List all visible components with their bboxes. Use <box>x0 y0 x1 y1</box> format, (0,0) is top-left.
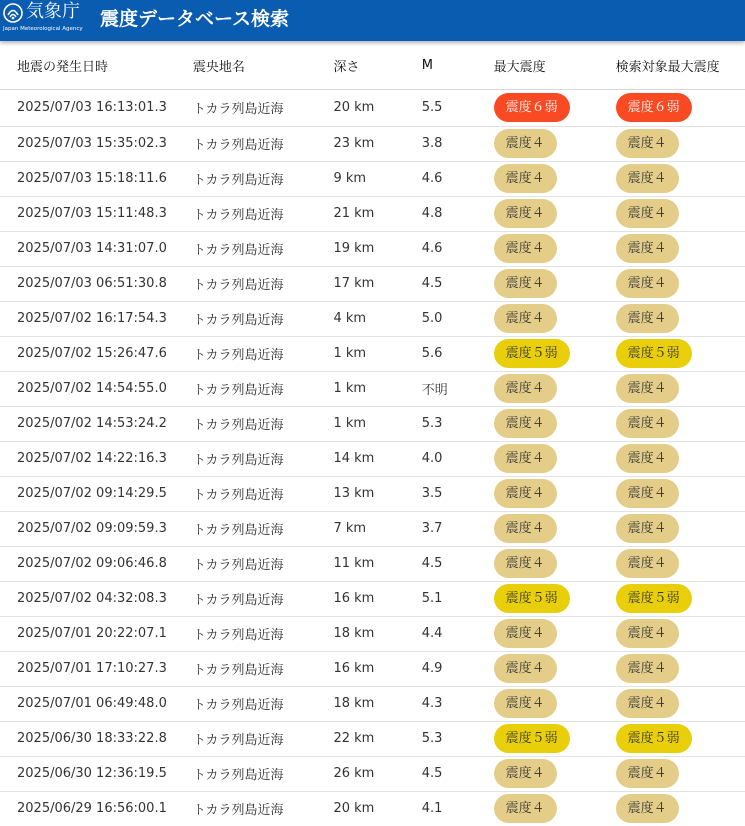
cell-datetime: 2025/06/30 18:33:22.8 <box>17 731 167 746</box>
cell-max-intensity <box>494 581 616 616</box>
intensity-badge: 震度４ <box>494 689 557 718</box>
intensity-badge: 震度５弱 <box>494 584 570 613</box>
cell-depth: 19 km <box>333 241 375 256</box>
cell-epicenter: トカラ列島近海 <box>192 558 284 573</box>
cell-epicenter: トカラ列島近海 <box>192 698 284 713</box>
cell-max-intensity <box>494 371 616 406</box>
cell-max-intensity <box>494 791 616 826</box>
cell-magnitude: 4.4 <box>421 626 443 641</box>
cell-target-max-intensity <box>616 686 745 721</box>
intensity-badge: 震度４ <box>494 129 557 158</box>
cell-datetime: 2025/07/03 15:11:48.3 <box>17 206 167 221</box>
cell-target-max-intensity <box>616 161 745 196</box>
table-row[interactable] <box>0 266 745 301</box>
cell-target-max-intensity <box>616 756 745 791</box>
cell-target-max-intensity <box>616 301 745 336</box>
cell-datetime: 2025/06/30 12:36:19.5 <box>17 766 167 781</box>
intensity-badge: 震度４ <box>616 619 679 648</box>
cell-max-intensity <box>494 721 616 756</box>
intensity-badge: 震度４ <box>616 304 679 333</box>
cell-magnitude: 5.6 <box>421 346 443 361</box>
intensity-badge: 震度４ <box>616 689 679 718</box>
cell-datetime: 2025/07/02 09:14:29.5 <box>17 486 167 501</box>
intensity-badge: 震度４ <box>494 654 557 683</box>
intensity-badge: 震度４ <box>494 234 557 263</box>
column-header-depth[interactable]: 深さ <box>333 60 360 76</box>
cell-magnitude: 4.5 <box>421 766 443 781</box>
cell-epicenter: トカラ列島近海 <box>192 138 284 153</box>
table-row[interactable] <box>0 371 745 406</box>
intensity-badge: 震度４ <box>494 269 557 298</box>
cell-epicenter: トカラ列島近海 <box>192 628 284 643</box>
intensity-badge: 震度４ <box>494 759 557 788</box>
cell-datetime: 2025/07/03 15:18:11.6 <box>17 171 167 186</box>
intensity-badge: 震度４ <box>616 269 679 298</box>
table-header-row <box>0 41 745 89</box>
cell-target-max-intensity <box>616 406 745 441</box>
intensity-badge: 震度４ <box>494 199 557 228</box>
cell-target-max-intensity <box>616 791 745 826</box>
cell-magnitude: 4.5 <box>421 276 443 291</box>
cell-depth: 20 km <box>333 100 375 115</box>
cell-target-max-intensity <box>616 126 745 161</box>
table-row[interactable] <box>0 546 745 581</box>
cell-epicenter: トカラ列島近海 <box>192 453 284 468</box>
cell-magnitude: 4.6 <box>421 241 443 256</box>
intensity-badge: 震度４ <box>494 444 557 473</box>
intensity-badge: 震度４ <box>616 514 679 543</box>
cell-magnitude: 4.8 <box>421 206 443 221</box>
cell-magnitude: 3.5 <box>421 486 443 501</box>
intensity-badge: 震度５弱 <box>616 339 692 368</box>
table-row[interactable] <box>0 406 745 441</box>
cell-magnitude: 4.9 <box>421 661 443 676</box>
cell-max-intensity <box>494 441 616 476</box>
cell-magnitude: 4.6 <box>421 171 443 186</box>
intensity-badge: 震度４ <box>616 654 679 683</box>
table-row[interactable] <box>0 511 745 546</box>
cell-magnitude: 3.8 <box>421 136 443 151</box>
cell-magnitude: 4.5 <box>421 556 443 571</box>
cell-target-max-intensity <box>616 616 745 651</box>
cell-epicenter: トカラ列島近海 <box>192 803 284 818</box>
cell-max-intensity <box>494 651 616 686</box>
column-header-epicenter[interactable]: 震央地名 <box>192 60 245 76</box>
cell-epicenter: トカラ列島近海 <box>192 593 284 608</box>
cell-datetime: 2025/07/01 20:22:07.1 <box>17 626 167 641</box>
cell-target-max-intensity <box>616 231 745 266</box>
cell-target-max-intensity <box>616 441 745 476</box>
table-row[interactable] <box>0 441 745 476</box>
column-header-target-max-intensity[interactable]: 検索対象最大震度 <box>615 60 720 76</box>
cell-magnitude: 4.1 <box>421 801 443 816</box>
cell-epicenter: トカラ列島近海 <box>192 348 284 363</box>
cell-target-max-intensity <box>616 546 745 581</box>
cell-depth: 21 km <box>333 206 375 221</box>
cell-depth: 22 km <box>333 731 375 746</box>
cell-depth: 4 km <box>333 311 367 326</box>
table-row[interactable] <box>0 686 745 721</box>
cell-datetime: 2025/07/02 16:17:54.3 <box>17 311 167 326</box>
intensity-badge: 震度４ <box>494 549 557 578</box>
cell-datetime: 2025/07/02 09:06:46.8 <box>17 556 167 571</box>
cell-epicenter: トカラ列島近海 <box>192 208 284 223</box>
cell-max-intensity <box>494 546 616 581</box>
cell-target-max-intensity <box>616 266 745 301</box>
app-header <box>0 0 745 41</box>
cell-depth: 18 km <box>333 696 375 711</box>
intensity-badge: 震度４ <box>616 479 679 508</box>
cell-magnitude: 5.3 <box>421 416 443 431</box>
table-row[interactable] <box>0 756 745 791</box>
cell-depth: 11 km <box>333 556 375 571</box>
cell-max-intensity <box>494 161 616 196</box>
cell-target-max-intensity <box>616 371 745 406</box>
cell-depth: 14 km <box>333 451 375 466</box>
cell-max-intensity <box>494 301 616 336</box>
jma-logo[interactable] <box>0 0 88 41</box>
table-row[interactable] <box>0 231 745 266</box>
cell-depth: 18 km <box>333 626 375 641</box>
cell-max-intensity <box>494 406 616 441</box>
intensity-badge: 震度４ <box>494 304 557 333</box>
cell-depth: 13 km <box>333 486 375 501</box>
cell-epicenter: トカラ列島近海 <box>192 102 284 117</box>
table-row[interactable] <box>0 161 745 196</box>
cell-datetime: 2025/06/29 16:56:00.1 <box>17 801 167 816</box>
cell-datetime: 2025/07/03 14:31:07.0 <box>17 241 167 256</box>
cell-depth: 16 km <box>333 661 375 676</box>
cell-depth: 23 km <box>333 136 375 151</box>
cell-epicenter: トカラ列島近海 <box>192 243 284 258</box>
table-row[interactable] <box>0 791 745 826</box>
intensity-badge: 震度４ <box>616 549 679 578</box>
table-row[interactable] <box>0 196 745 231</box>
cell-magnitude: 不明 <box>421 383 448 398</box>
logo-subtitle: Japan Meteorological Agency <box>3 26 83 32</box>
intensity-badge: 震度４ <box>616 794 679 823</box>
cell-target-max-intensity <box>616 721 745 756</box>
column-header-datetime[interactable]: 地震の発生日時 <box>17 60 109 76</box>
cell-epicenter: トカラ列島近海 <box>192 173 284 188</box>
table-row[interactable] <box>0 126 745 161</box>
cell-target-max-intensity <box>616 336 745 371</box>
intensity-badge: 震度６弱 <box>616 93 692 122</box>
cell-epicenter: トカラ列島近海 <box>192 488 284 503</box>
cell-target-max-intensity <box>616 196 745 231</box>
cell-epicenter: トカラ列島近海 <box>192 313 284 328</box>
intensity-badge: 震度５弱 <box>494 724 570 753</box>
cell-max-intensity <box>494 231 616 266</box>
cell-depth: 17 km <box>333 276 375 291</box>
column-header-magnitude[interactable]: M <box>421 58 433 74</box>
intensity-badge: 震度４ <box>616 759 679 788</box>
intensity-badge: 震度５弱 <box>494 339 570 368</box>
intensity-badge: 震度４ <box>616 199 679 228</box>
table-row[interactable] <box>0 721 745 756</box>
cell-magnitude: 5.1 <box>421 591 443 606</box>
cell-epicenter: トカラ列島近海 <box>192 768 284 783</box>
cell-epicenter: トカラ列島近海 <box>192 418 284 433</box>
cell-max-intensity <box>494 266 616 301</box>
cell-target-max-intensity <box>616 476 745 511</box>
cell-target-max-intensity <box>616 651 745 686</box>
cell-depth: 1 km <box>333 346 367 361</box>
table-row[interactable] <box>0 616 745 651</box>
intensity-badge: 震度４ <box>494 794 557 823</box>
logo-name: 気象庁 <box>26 1 80 22</box>
intensity-badge: 震度４ <box>494 164 557 193</box>
cell-datetime: 2025/07/02 14:53:24.2 <box>17 416 167 431</box>
cell-datetime: 2025/07/03 15:35:02.3 <box>17 136 167 151</box>
cell-target-max-intensity <box>616 581 745 616</box>
table-row[interactable] <box>0 581 745 616</box>
cell-datetime: 2025/07/03 16:13:01.3 <box>17 100 167 115</box>
cell-magnitude: 5.3 <box>421 731 443 746</box>
cell-datetime: 2025/07/02 15:26:47.6 <box>17 346 167 361</box>
table-row[interactable] <box>0 336 745 371</box>
table-row[interactable] <box>0 301 745 336</box>
cell-magnitude: 5.5 <box>421 100 443 115</box>
table-row[interactable] <box>0 89 745 126</box>
cell-datetime: 2025/07/02 04:32:08.3 <box>17 591 167 606</box>
cell-depth: 20 km <box>333 801 375 816</box>
cell-target-max-intensity <box>616 89 745 126</box>
cell-datetime: 2025/07/02 14:54:55.0 <box>17 381 167 396</box>
intensity-badge: 震度４ <box>494 479 557 508</box>
cell-magnitude: 4.3 <box>421 696 443 711</box>
cell-target-max-intensity <box>616 511 745 546</box>
cell-max-intensity <box>494 336 616 371</box>
intensity-badge: 震度４ <box>616 374 679 403</box>
intensity-badge: 震度４ <box>494 514 557 543</box>
intensity-badge: 震度４ <box>616 164 679 193</box>
cell-depth: 26 km <box>333 766 375 781</box>
cell-max-intensity <box>494 686 616 721</box>
intensity-badge: 震度４ <box>616 409 679 438</box>
cell-max-intensity <box>494 511 616 546</box>
cell-datetime: 2025/07/02 14:22:16.3 <box>17 451 167 466</box>
cell-datetime: 2025/07/01 06:49:48.0 <box>17 696 167 711</box>
intensity-badge: 震度４ <box>494 374 557 403</box>
jma-emblem-icon <box>3 3 23 23</box>
table-body <box>0 89 745 826</box>
cell-depth: 7 km <box>333 521 367 536</box>
intensity-badge: 震度６弱 <box>494 93 570 122</box>
cell-epicenter: トカラ列島近海 <box>192 733 284 748</box>
cell-epicenter: トカラ列島近海 <box>192 383 284 398</box>
intensity-badge: 震度４ <box>616 234 679 263</box>
column-header-max-intensity[interactable]: 最大震度 <box>493 60 546 76</box>
cell-datetime: 2025/07/01 17:10:27.3 <box>17 661 167 676</box>
cell-depth: 9 km <box>333 171 367 186</box>
cell-max-intensity <box>494 756 616 791</box>
table-row[interactable] <box>0 651 745 686</box>
cell-magnitude: 5.0 <box>421 311 443 326</box>
cell-depth: 1 km <box>333 416 367 431</box>
intensity-badge: 震度４ <box>494 619 557 648</box>
cell-max-intensity <box>494 196 616 231</box>
cell-depth: 16 km <box>333 591 375 606</box>
cell-epicenter: トカラ列島近海 <box>192 523 284 538</box>
table-row[interactable] <box>0 476 745 511</box>
intensity-badge: 震度４ <box>494 409 557 438</box>
cell-epicenter: トカラ列島近海 <box>192 278 284 293</box>
cell-max-intensity <box>494 89 616 126</box>
earthquake-results-table <box>0 41 745 826</box>
cell-datetime: 2025/07/02 09:09:59.3 <box>17 521 167 536</box>
cell-datetime: 2025/07/03 06:51:30.8 <box>17 276 167 291</box>
page-title: 震度データベース検索 <box>100 8 290 30</box>
cell-max-intensity <box>494 126 616 161</box>
intensity-badge: 震度４ <box>616 129 679 158</box>
intensity-badge: 震度４ <box>616 444 679 473</box>
intensity-badge: 震度５弱 <box>616 584 692 613</box>
cell-magnitude: 4.0 <box>421 451 443 466</box>
cell-depth: 1 km <box>333 381 367 396</box>
cell-magnitude: 3.7 <box>421 521 443 536</box>
intensity-badge: 震度５弱 <box>616 724 692 753</box>
cell-epicenter: トカラ列島近海 <box>192 663 284 678</box>
cell-max-intensity <box>494 476 616 511</box>
cell-max-intensity <box>494 616 616 651</box>
